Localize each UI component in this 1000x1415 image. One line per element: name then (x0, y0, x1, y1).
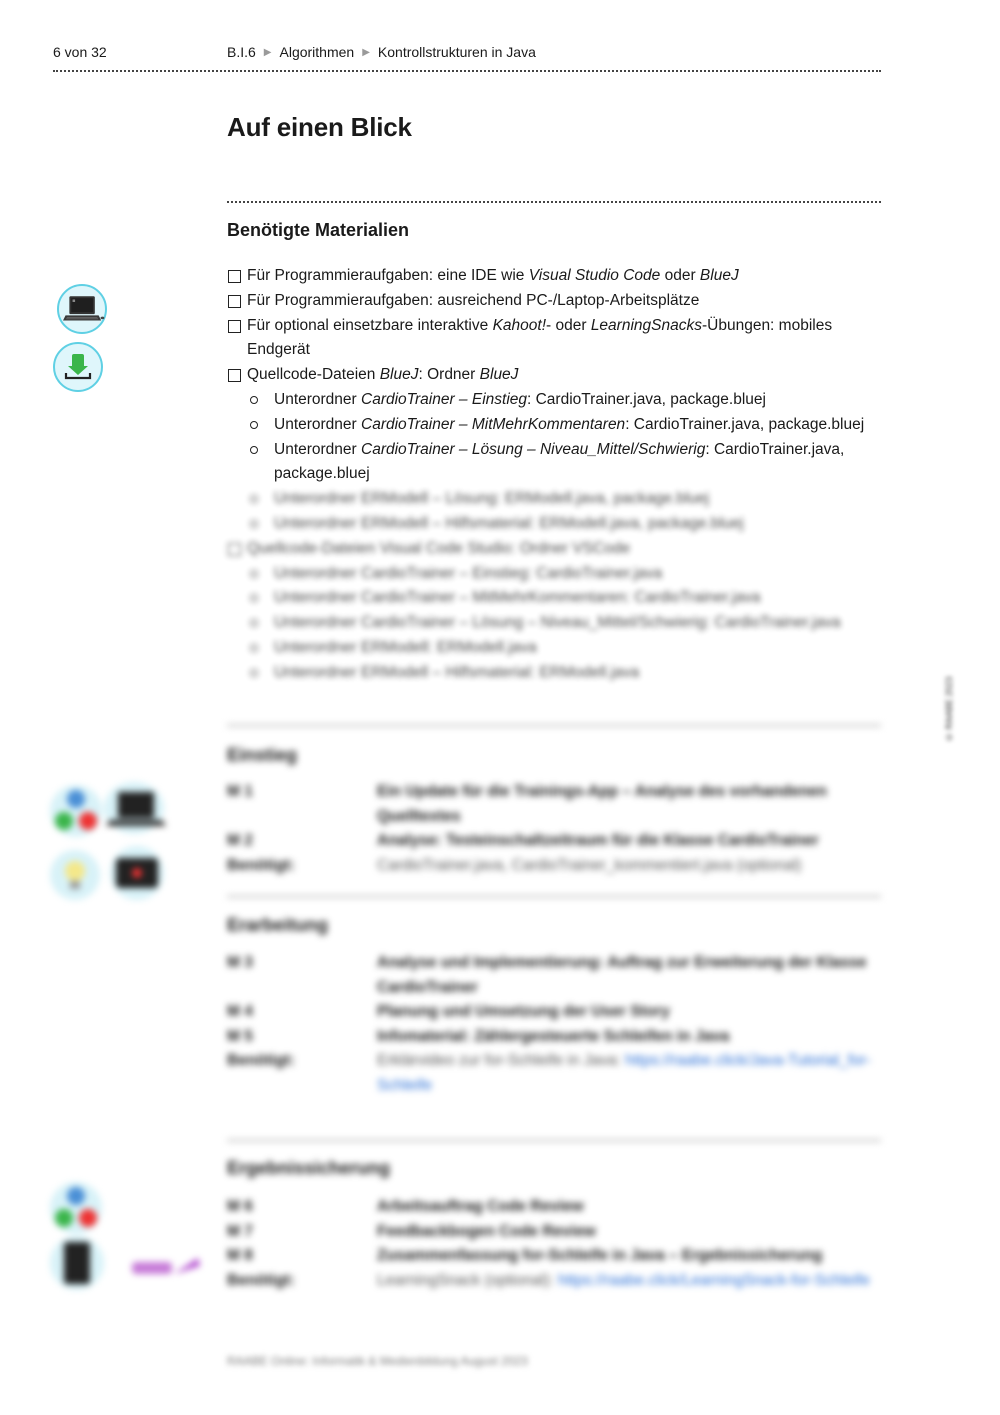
section-rows-erarbeitung (227, 951, 881, 1098)
page-title: Auf einen Blick (227, 112, 412, 142)
task-code: Benötigt: (227, 1271, 296, 1289)
section-heading-ergebnissicherung: Ergebnissicherung (227, 1158, 391, 1178)
task-code: M 6 (227, 1198, 253, 1215)
text-run: Quellcode-Dateien Visual Code Studio: Ordner VSCode (247, 539, 631, 557)
task-row (227, 1269, 881, 1294)
task-description: Feedbackbogen Code Review (377, 1222, 596, 1240)
page-header (53, 44, 881, 72)
task-code: M 3 (227, 954, 253, 971)
download-icon (53, 342, 103, 392)
materials-subitem (227, 636, 887, 661)
task-code: M 1 (227, 783, 253, 800)
divider (227, 724, 881, 727)
materials-subitem (227, 487, 887, 512)
bullet-icon (250, 594, 258, 602)
bullet-icon (250, 446, 258, 454)
materials-heading: Benötigte Materialien (227, 220, 410, 240)
materials-subitem (227, 661, 887, 686)
divider (227, 1139, 881, 1142)
task-row (227, 1195, 881, 1220)
task-code: Benötigt: (227, 856, 296, 874)
text-run: Unterordner ERModell – Lösung: ERModell.java, package.bluej (274, 490, 710, 508)
materials-subitem (227, 413, 887, 438)
section-heading-einstieg: Einstieg (227, 745, 298, 765)
checkbox-icon (228, 270, 241, 283)
bullet-icon (250, 644, 258, 652)
checkbox-icon (228, 320, 241, 333)
text-run: : CardioTrainer.java, package.bluej (274, 440, 845, 483)
materials-subitem-text (274, 611, 841, 636)
text-run: : CardioTrainer.java, package.bluej (625, 415, 865, 433)
laptop-icon (104, 782, 164, 834)
task-description: Planung und Umsetzung der User Story (377, 1003, 670, 1020)
text-run: : Ordner (418, 366, 480, 384)
materials-subitem-text (274, 661, 639, 686)
text-run: Unterordner ERModell – Hilfsmaterial: ERModell.java (274, 663, 640, 681)
bullet-icon (250, 619, 258, 627)
materials-subitem-text (274, 562, 662, 587)
divider (227, 201, 881, 203)
section-rows-ergebnissicherung (227, 1195, 881, 1293)
task-code: Benötigt: (227, 1052, 296, 1069)
text-run: - oder (546, 316, 591, 334)
materials-item-text (247, 537, 630, 562)
text-run: Quellcode-Dateien (247, 366, 380, 384)
text-run: CardioTrainer – Einstieg (361, 390, 527, 408)
breadcrumb-item: B.I.6 (227, 44, 256, 60)
task-code: M 2 (227, 832, 253, 849)
text-run: LearningSnacks (590, 316, 702, 334)
checkbox-icon (228, 543, 241, 556)
video-icon (110, 846, 164, 900)
text-run: Kahoot! (492, 316, 546, 334)
text-run: oder (660, 267, 700, 284)
materials-subitem-text (274, 636, 537, 661)
materials-item (227, 264, 887, 289)
task-row (227, 1049, 881, 1098)
breadcrumb-separator-icon: ▶ (362, 46, 370, 58)
task-description: Infomaterial: Zählergesteuerte Schleifen in Java (377, 1027, 730, 1045)
materials-subitem-text (274, 413, 864, 438)
text-run: Unterordner CardioTrainer – MitMehrKommentaren: CardioTrainer.java (274, 589, 761, 607)
materials-subitem (227, 388, 887, 413)
materials-subitem (227, 562, 887, 587)
text-run: -Übungen: mobiles Endgerät (247, 316, 833, 359)
materials-subitem-text (274, 586, 760, 611)
materials-subitem (227, 586, 887, 611)
task-description: Analyse und Implementierung: Auftrag zur Erweiterung der Klasse CardioTrainer (377, 954, 867, 996)
materials-item-text (247, 264, 739, 289)
text-run: Für Programmieraufgaben: ausreichend PC-/Laptop-Arbeitsplätze (247, 291, 700, 309)
text-run: Unterordner (274, 390, 362, 408)
task-code: M 7 (227, 1222, 253, 1240)
materials-item-text (247, 314, 887, 364)
materials-subitem (227, 438, 887, 488)
materials-subitem (227, 611, 887, 636)
task-code: M 4 (227, 1003, 253, 1020)
materials-list (227, 264, 887, 686)
materials-item (227, 537, 887, 562)
text-run: CardioTrainer – Lösung – Niveau_Mittel/Schwierig (361, 440, 706, 458)
text-run: BlueJ (379, 366, 419, 384)
materials-item (227, 314, 887, 364)
materials-subitem-text (274, 512, 744, 537)
materials-item-text (247, 289, 699, 314)
section-rows-einstieg (227, 780, 881, 878)
materials-subitem (227, 512, 887, 537)
task-row (227, 829, 881, 854)
bullet-icon (250, 520, 258, 528)
lightbulb-icon (50, 850, 100, 900)
task-description: Analyse: Testeinschaltzeitraum für die Klasse CardioTrainer (377, 832, 819, 849)
bullet-icon (250, 495, 258, 503)
text-run: Unterordner ERModell – Hilfsmaterial: ERModell.java, package.bluej (274, 514, 744, 532)
task-description: CardioTrainer.java, CardioTrainer_kommentiert.java (optional) (377, 856, 802, 874)
task-description: Arbeitsauftrag Code Review (377, 1198, 584, 1215)
laptop-icon (57, 284, 107, 334)
text-run: BlueJ (479, 366, 519, 384)
task-row (227, 854, 881, 879)
page-footer: RAABE Online: Informatik & Medienbildung August 2023 (227, 1354, 528, 1368)
breadcrumb (227, 44, 536, 60)
text-run: Unterordner ERModell: ERModell.java (274, 638, 537, 656)
breadcrumb-item: Kontrollstrukturen in Java (377, 44, 536, 60)
task-row (227, 780, 881, 829)
bullet-icon (250, 421, 258, 429)
materials-subitem-text (274, 438, 884, 488)
materials-item-text (247, 363, 518, 388)
resource-link[interactable]: https://raabe.click/LearningSnack-for-Schleife (557, 1271, 870, 1289)
text-run: Unterordner (274, 440, 362, 458)
text-run: Unterordner CardioTrainer – Einstieg: CardioTrainer.java (274, 564, 663, 582)
task-row (227, 1220, 881, 1245)
divider (227, 895, 881, 898)
checkbox-icon (228, 369, 241, 382)
task-description: Ein Update für die Trainings-App – Analyse des vorhandenen Quelltextes (377, 783, 827, 825)
task-description: Erklärvideo zur for-Schleife in Java: https://raabe.click/Java-Tutorial_for-Schleife (377, 1052, 871, 1094)
bullet-icon (250, 396, 258, 404)
task-description: Zusammenfassung for-Schleife in Java – Ergebnissicherung (377, 1247, 823, 1264)
text-run: : CardioTrainer.java, package.bluej (527, 390, 766, 408)
text-run: CardioTrainer – MitMehrKommentaren (361, 415, 626, 433)
bullet-icon (250, 570, 258, 578)
text-run: Unterordner (274, 415, 362, 433)
breadcrumb-item: Algorithmen (279, 44, 355, 60)
group-work-icon (50, 785, 102, 837)
checkbox-icon (228, 295, 241, 308)
group-work-icon (50, 1182, 102, 1234)
resource-link[interactable]: https://raabe.click/Java-Tutorial_for-Schleife (377, 1052, 871, 1094)
bullet-icon (250, 669, 258, 677)
learningsnacks-logo-icon (110, 1254, 202, 1280)
task-row (227, 1244, 881, 1269)
text-run: Für Programmieraufgaben: eine IDE wie (247, 267, 529, 284)
text-run: Unterordner CardioTrainer – Lösung – Niveau_Mittel/Schwierig: CardioTrainer.java (274, 614, 841, 632)
side-copyright-label: © RAABE 2023 (944, 676, 954, 742)
page-number: 6 von 32 (53, 44, 107, 60)
breadcrumb-separator-icon: ▶ (263, 46, 272, 58)
smartphone-icon (50, 1236, 104, 1290)
task-row (227, 951, 881, 1000)
task-row (227, 1000, 881, 1025)
text-run: Für optional einsetzbare interaktive (247, 316, 493, 334)
task-code: M 5 (227, 1027, 253, 1045)
task-description: LearningSnack (optional): https://raabe.click/LearningSnack-for-Schleife (377, 1271, 870, 1289)
materials-item (227, 363, 887, 388)
text-run: Visual Studio Code (528, 267, 661, 284)
task-row (227, 1025, 881, 1050)
materials-subitem-text (274, 388, 766, 413)
section-heading-erarbeitung: Erarbeitung (227, 915, 329, 935)
materials-subitem-text (274, 487, 709, 512)
materials-item (227, 289, 887, 314)
task-code: M 8 (227, 1247, 253, 1264)
text-run: BlueJ (699, 267, 739, 284)
